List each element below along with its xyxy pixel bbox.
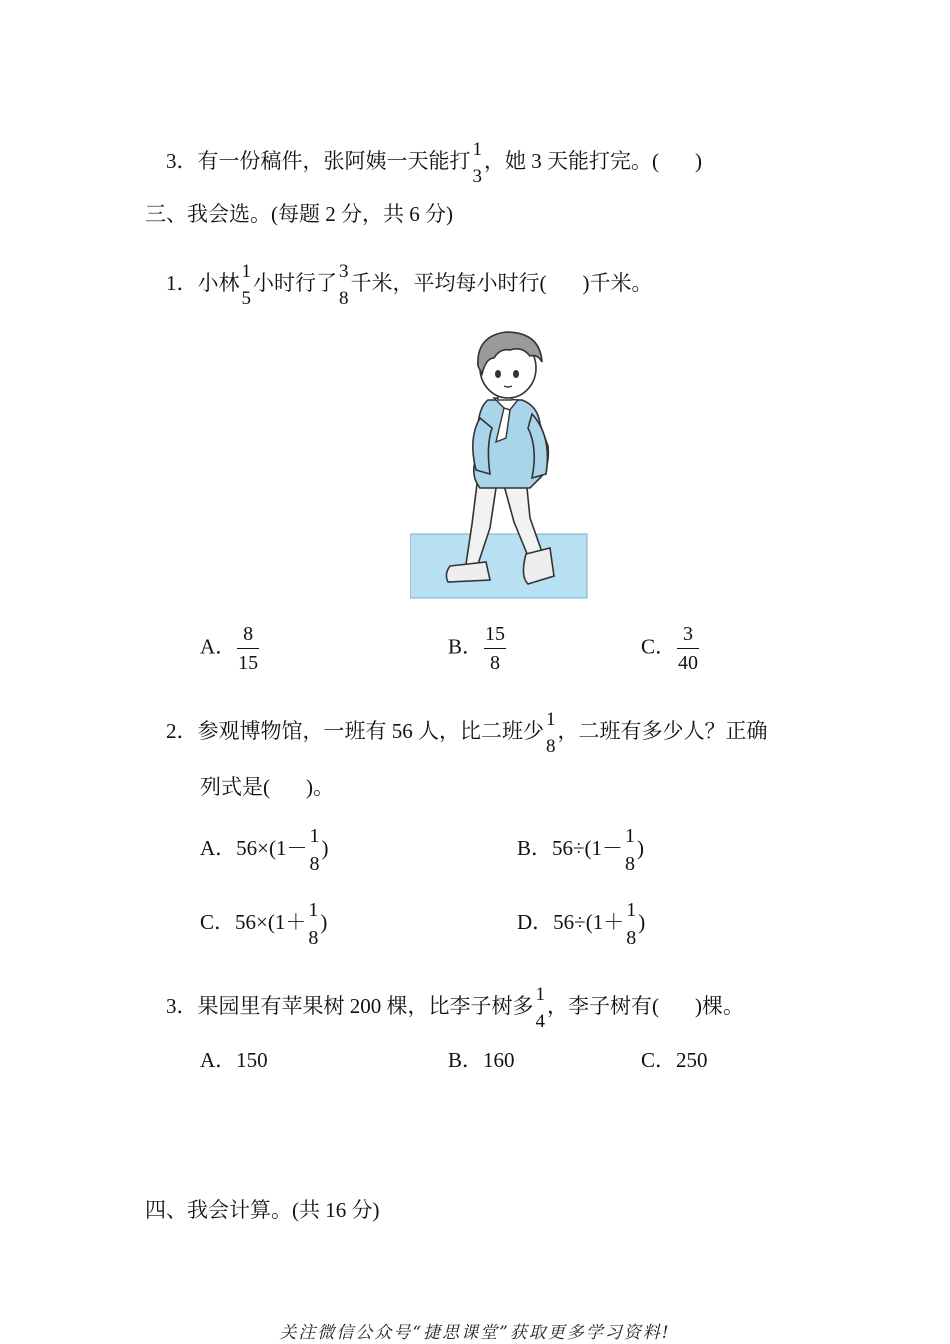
section-3-title: 三、我会选。(每题 2 分，共 6 分) xyxy=(145,202,453,226)
option-label: A． xyxy=(200,835,237,860)
question-text: 千米，平均每小时行( xyxy=(350,270,547,295)
q2-option-d[interactable] xyxy=(517,900,645,948)
fraction-numerator: 15 xyxy=(484,624,506,649)
q1-option-a[interactable] xyxy=(200,624,260,673)
fraction xyxy=(535,985,547,1031)
fraction-denominator: 8 xyxy=(309,853,320,875)
option-label: C． xyxy=(641,634,677,659)
option-label: A． xyxy=(200,634,237,659)
question-text: ，二班有多少人？正确 xyxy=(557,718,768,743)
walking-boy-illustration xyxy=(410,328,588,600)
fraction-numerator: 1 xyxy=(546,709,556,730)
fraction-denominator: 8 xyxy=(626,927,637,949)
q2-option-b[interactable] xyxy=(517,826,644,874)
question-text: 果园里有苹果树 200 棵，比李子树多 xyxy=(197,993,534,1018)
question-number: 3． xyxy=(166,148,198,173)
option-expression: 56×(1－ xyxy=(236,835,308,860)
footer-note: 关注微信公众号“捷思课堂”获取更多学习资料! xyxy=(279,1323,671,1343)
q3-option-c[interactable] xyxy=(641,1050,708,1071)
question-number: 1． xyxy=(166,270,198,295)
option-fraction xyxy=(484,624,506,673)
question-text: ，李子树有( xyxy=(547,993,659,1018)
left-arm xyxy=(473,418,492,474)
fraction-numerator: 1 xyxy=(309,825,320,847)
section-4-title: 四、我会计算。(共 16 分) xyxy=(145,1198,380,1222)
question-1 xyxy=(166,262,653,308)
q3-option-b[interactable] xyxy=(448,1050,515,1071)
option-label: B． xyxy=(448,1048,484,1072)
question-2 xyxy=(166,710,768,756)
option-fraction xyxy=(307,900,319,948)
option-fraction xyxy=(309,826,321,874)
question-text: )棵。 xyxy=(695,993,744,1018)
option-fraction xyxy=(624,826,636,874)
fraction xyxy=(545,710,557,756)
fraction-numerator: 1 xyxy=(535,984,545,1005)
fraction-denominator: 4 xyxy=(535,1011,545,1032)
fraction-denominator: 8 xyxy=(339,288,349,309)
question-text: ，她 3 天能打完。( xyxy=(484,148,659,173)
option-label: D． xyxy=(517,909,554,934)
option-expression: 56÷(1－ xyxy=(552,835,624,860)
fraction-numerator: 1 xyxy=(472,139,482,160)
option-label: C． xyxy=(641,1048,677,1072)
fraction-numerator: 1 xyxy=(241,261,251,282)
q2-option-a[interactable] xyxy=(200,826,329,874)
question-2-line-2 xyxy=(200,777,334,798)
q1-option-b[interactable] xyxy=(448,624,507,673)
question-text: 参观博物馆，一班有 56 人，比二班少 xyxy=(197,718,544,743)
option-value: 150 xyxy=(236,1048,268,1072)
fraction-numerator: 1 xyxy=(626,899,637,921)
option-paren: ) xyxy=(637,835,645,860)
fraction-numerator: 3 xyxy=(677,624,699,649)
option-label: B． xyxy=(448,634,484,659)
option-fraction xyxy=(237,624,259,673)
question-text: 小林 xyxy=(197,270,240,295)
fraction xyxy=(472,140,484,186)
option-expression: 56×(1＋ xyxy=(235,909,307,934)
fraction xyxy=(241,262,253,308)
question-text: )千米。 xyxy=(582,270,653,295)
fraction-denominator: 15 xyxy=(238,652,259,674)
question-text: 列式是( xyxy=(200,775,270,799)
fraction-denominator: 8 xyxy=(546,736,556,757)
question-text: )。 xyxy=(306,775,334,799)
fraction-numerator: 1 xyxy=(625,825,636,847)
q1-option-c[interactable] xyxy=(641,624,700,673)
option-fraction xyxy=(625,900,637,948)
option-paren: ) xyxy=(638,909,646,934)
fraction-denominator: 5 xyxy=(241,288,251,309)
option-paren: ) xyxy=(320,909,328,934)
fraction-denominator: 3 xyxy=(472,166,482,187)
fraction-numerator: 8 xyxy=(237,624,259,649)
fraction-numerator: 3 xyxy=(339,261,349,282)
option-expression: 56÷(1＋ xyxy=(553,909,625,934)
fraction-numerator: 1 xyxy=(308,899,319,921)
option-paren: ) xyxy=(321,835,329,860)
question-text: ) xyxy=(695,148,702,173)
ground-block xyxy=(410,534,587,598)
option-label: A． xyxy=(200,1048,237,1072)
fraction-denominator: 8 xyxy=(308,927,319,949)
question-number: 3． xyxy=(166,993,198,1018)
fraction-denominator: 8 xyxy=(490,652,501,674)
fraction xyxy=(338,262,350,308)
fraction-denominator: 40 xyxy=(678,652,699,674)
question-text: 小时行了 xyxy=(253,270,337,295)
option-fraction xyxy=(677,624,699,673)
right-eye xyxy=(513,370,519,378)
prev-question-3 xyxy=(166,140,702,186)
question-3 xyxy=(166,985,744,1031)
q3-option-a[interactable] xyxy=(200,1050,268,1071)
option-label: B． xyxy=(517,835,553,860)
left-shoe xyxy=(446,562,490,582)
left-eye xyxy=(495,370,501,378)
fraction-denominator: 8 xyxy=(625,853,636,875)
option-value: 250 xyxy=(676,1048,708,1072)
q2-option-c[interactable] xyxy=(200,900,327,948)
option-value: 160 xyxy=(483,1048,515,1072)
question-text: 有一份稿件，张阿姨一天能打 xyxy=(197,148,471,173)
question-number: 2． xyxy=(166,718,198,743)
option-label: C． xyxy=(200,909,236,934)
